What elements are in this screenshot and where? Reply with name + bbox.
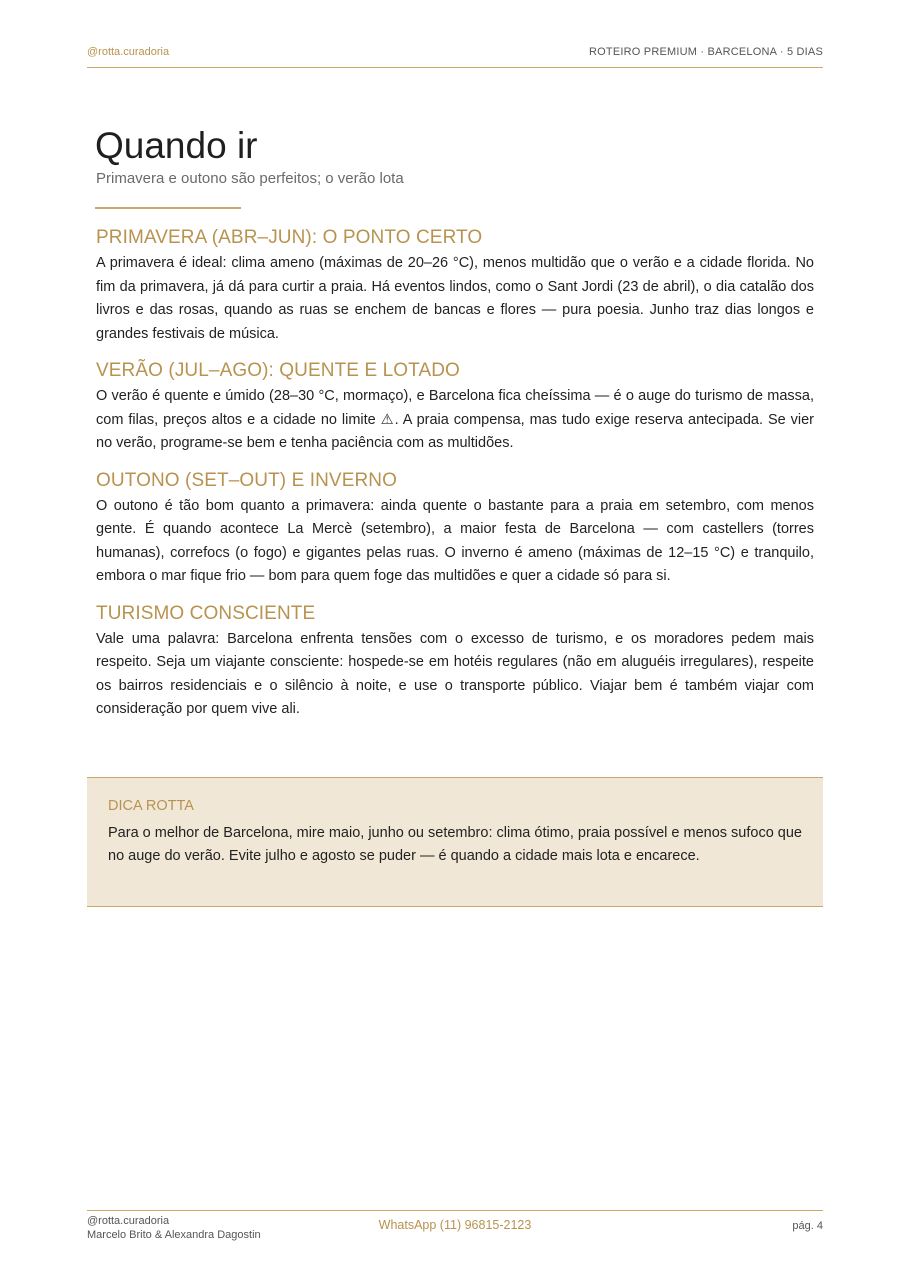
tip-text: Para o melhor de Barcelona, mire maio, junho ou setembro: clima ótimo, praia possível e menos sufoco que no auge do verão. Evite julho e agosto se puder — é quando a cidade mais lota e encarece.: [108, 825, 802, 864]
section-body: O outono é tão bom quanto a primavera: ainda quente o bastante para a praia em setembro, com menos gente. É quando acontece La Mercè (setembro), a maior festa de Barcelona — com castellers (torres humanas), correfocs (o fogo) e gigantes pelas ruas. O inverno é ameno (máximas de 12–15 °C) e tranquilo, embora o mar fique frio — bom para quem foge das multidões e quer a cidade só para si.: [96, 497, 814, 584]
main-content: [96, 226, 814, 735]
tip-callout: [87, 777, 823, 907]
page-number: pág. 4: [792, 1220, 823, 1232]
page-title: Quando ir: [95, 125, 258, 166]
footer-handle: @rotta.curadoria: [87, 1215, 170, 1227]
footer-authors: Marcelo Brito & Alexandra Dagostin: [87, 1229, 261, 1241]
section-spring: [96, 226, 814, 346]
section-heading: OUTONO (SET–OUT) E INVERNO: [96, 469, 397, 491]
page-footer: [87, 1210, 823, 1243]
page-subtitle: Primavera e outono são perfeitos; o verão lota: [96, 170, 404, 187]
section-heading: TURISMO CONSCIENTE: [96, 602, 316, 624]
header-document-title: ROTEIRO PREMIUM · BARCELONA · 5 DIAS: [589, 46, 823, 58]
section-body: A primavera é ideal: clima ameno (máximas de 20–26 °C), menos multidão que o verão e a cidade florida. No fim da primavera, já dá para curtir a praia. Há eventos lindos, como o Sant Jordi (23 de abril), o dia catalão dos livros e das rosas, quando as ruas se enchem de bancas e flores — pura poesia. Junho traz dias longos e grandes festivais de música.: [96, 255, 814, 342]
section-summer: [96, 359, 814, 456]
title-divider: [95, 207, 241, 209]
section-conscious-tourism: [96, 602, 814, 722]
section-heading: VERÃO (JUL–AGO): QUENTE E LOTADO: [96, 360, 460, 381]
page-header: [87, 46, 823, 68]
footer-whatsapp-contact: WhatsApp (11) 96815-2123: [378, 1218, 532, 1232]
section-autumn-winter: [96, 469, 814, 589]
header-handle: @rotta.curadoria: [87, 46, 170, 58]
tip-label: DICA ROTTA: [108, 798, 194, 814]
section-body: O verão é quente e úmido (28–30 °C, mormaço), e Barcelona fica cheíssima — é o auge do turismo de massa, com filas, preços altos e a cidade no limite ⚠. A praia compensa, mas tudo exige reserva antecipada. Se vier no verão, programe-se bem e tenha paciência com as multidões.: [96, 388, 814, 451]
section-body: Vale uma palavra: Barcelona enfrenta tensões com o excesso de turismo, e os moradores pedem mais respeito. Seja um viajante consciente: hospede-se em hotéis regulares (não em aluguéis irregulares), respeite os bairros residenciais e o silêncio à noite, e use o transporte público. Viajar bem é também viajar com consideração por quem vive ali.: [96, 630, 814, 717]
section-heading: PRIMAVERA (ABR–JUN): O PONTO CERTO: [96, 227, 483, 248]
